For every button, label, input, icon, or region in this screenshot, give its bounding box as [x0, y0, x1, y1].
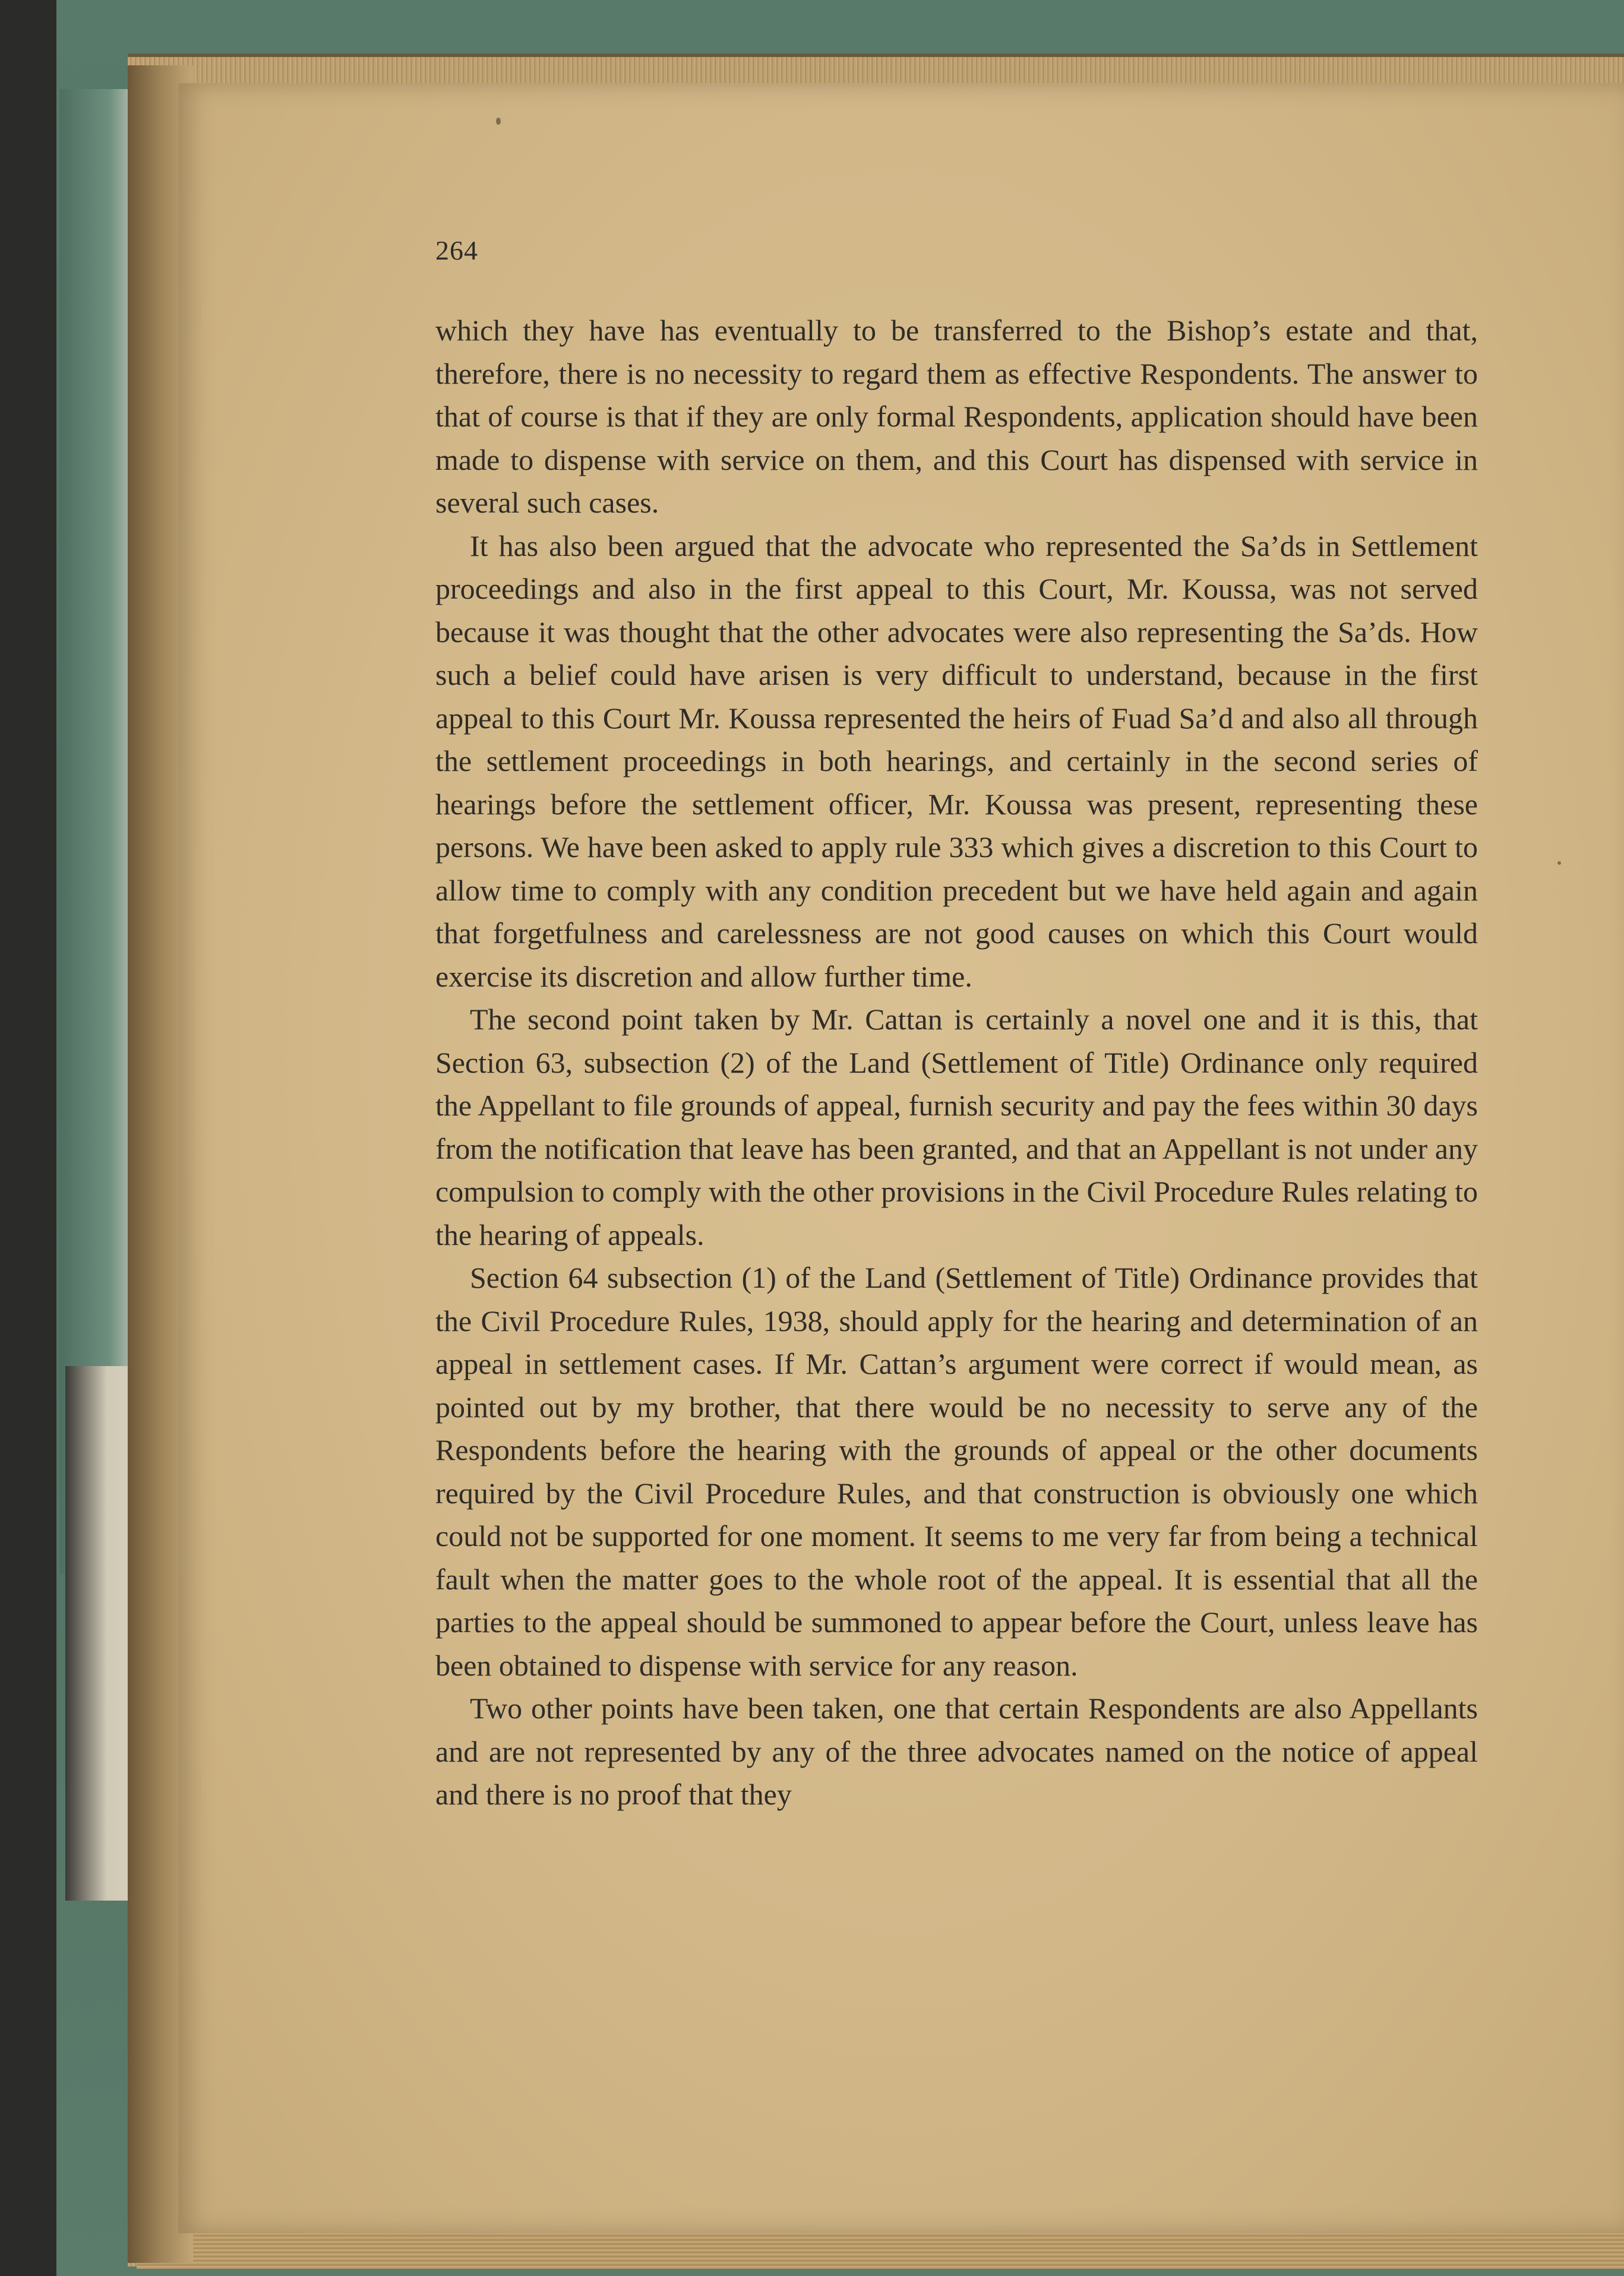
paragraph-1: which they have has eventually to be transferred to the Bishop’s estate and that, therefore, there is no necessity to regard them as effective Respondents. The answer to that of course is that if they are only formal Respondents, application should have been made to dispense with service on them, and this Court has dispensed with service in several such cases.	[435, 314, 1478, 519]
paragraph-4: Section 64 subsection (1) of the Land (Settlement of Title) Ordinance provides that the Civil Procedure Rules, 1938, should apply for the hearing and determination of an appeal in settlement cases. If Mr. Cattan’s argument were correct if would mean, as pointed out by my brother, that there would be no necessity to serve any of the Respondents before the hearing with the grounds of appeal or the other documents required by the Civil Procedure Rules, and that construction is obviously one which could not be supported for one moment. It seems to me very far from being a technical fault when the matter goes to the whole root of the appeal. It is essential that all the parties to the appeal should be summoned to appear before the Court, unless leave has been obtained to dispense with service for any reason.	[435, 1261, 1478, 1682]
body-text	[435, 309, 1478, 1816]
paragraph-3: The second point taken by Mr. Cattan is certainly a novel one and it is this, that Section 63, subsection (2) of the Land (Settlement of Title) Ordinance only required the Appellant to file grounds of appeal, furnish security and pay the fees within 30 days from the notification that leave has been granted, and that an Appellant is not under any compulsion to comply with the other provisions in the Civil Procedure Rules relating to the hearing of appeals.	[435, 1003, 1478, 1251]
ink-speck	[496, 118, 501, 125]
paragraph-2: It has also been argued that the advocate who represented the Sa’ds in Settlement proceedings and also in the first appeal to this Court, Mr. Koussa, was not served because it was thought that the other advocates were also representing the Sa’ds. How such a belief could have arisen is very difficult to understand, because in the first appeal to this Court Mr. Koussa represented the heirs of Fuad Sa’d and also all through the settlement proceedings in both hearings, and certainly in the second series of hearings before the settlement officer, Mr. Koussa was present, representing these persons. We have been asked to apply rule 333 which gives a discretion to this Court to allow time to comply with any condition precedent but we have held again and again that forgetfulness and carelessness are not good causes on which this Court would exercise its discretion and allow further time.	[435, 529, 1478, 993]
ink-speck	[1557, 861, 1561, 865]
paragraph-5: Two other points have been taken, one that certain Respondents are also Appellants and are not represented by any of the three advocates named on the notice of appeal and there is no proof that they	[435, 1692, 1478, 1811]
page-number: 264	[435, 235, 478, 265]
